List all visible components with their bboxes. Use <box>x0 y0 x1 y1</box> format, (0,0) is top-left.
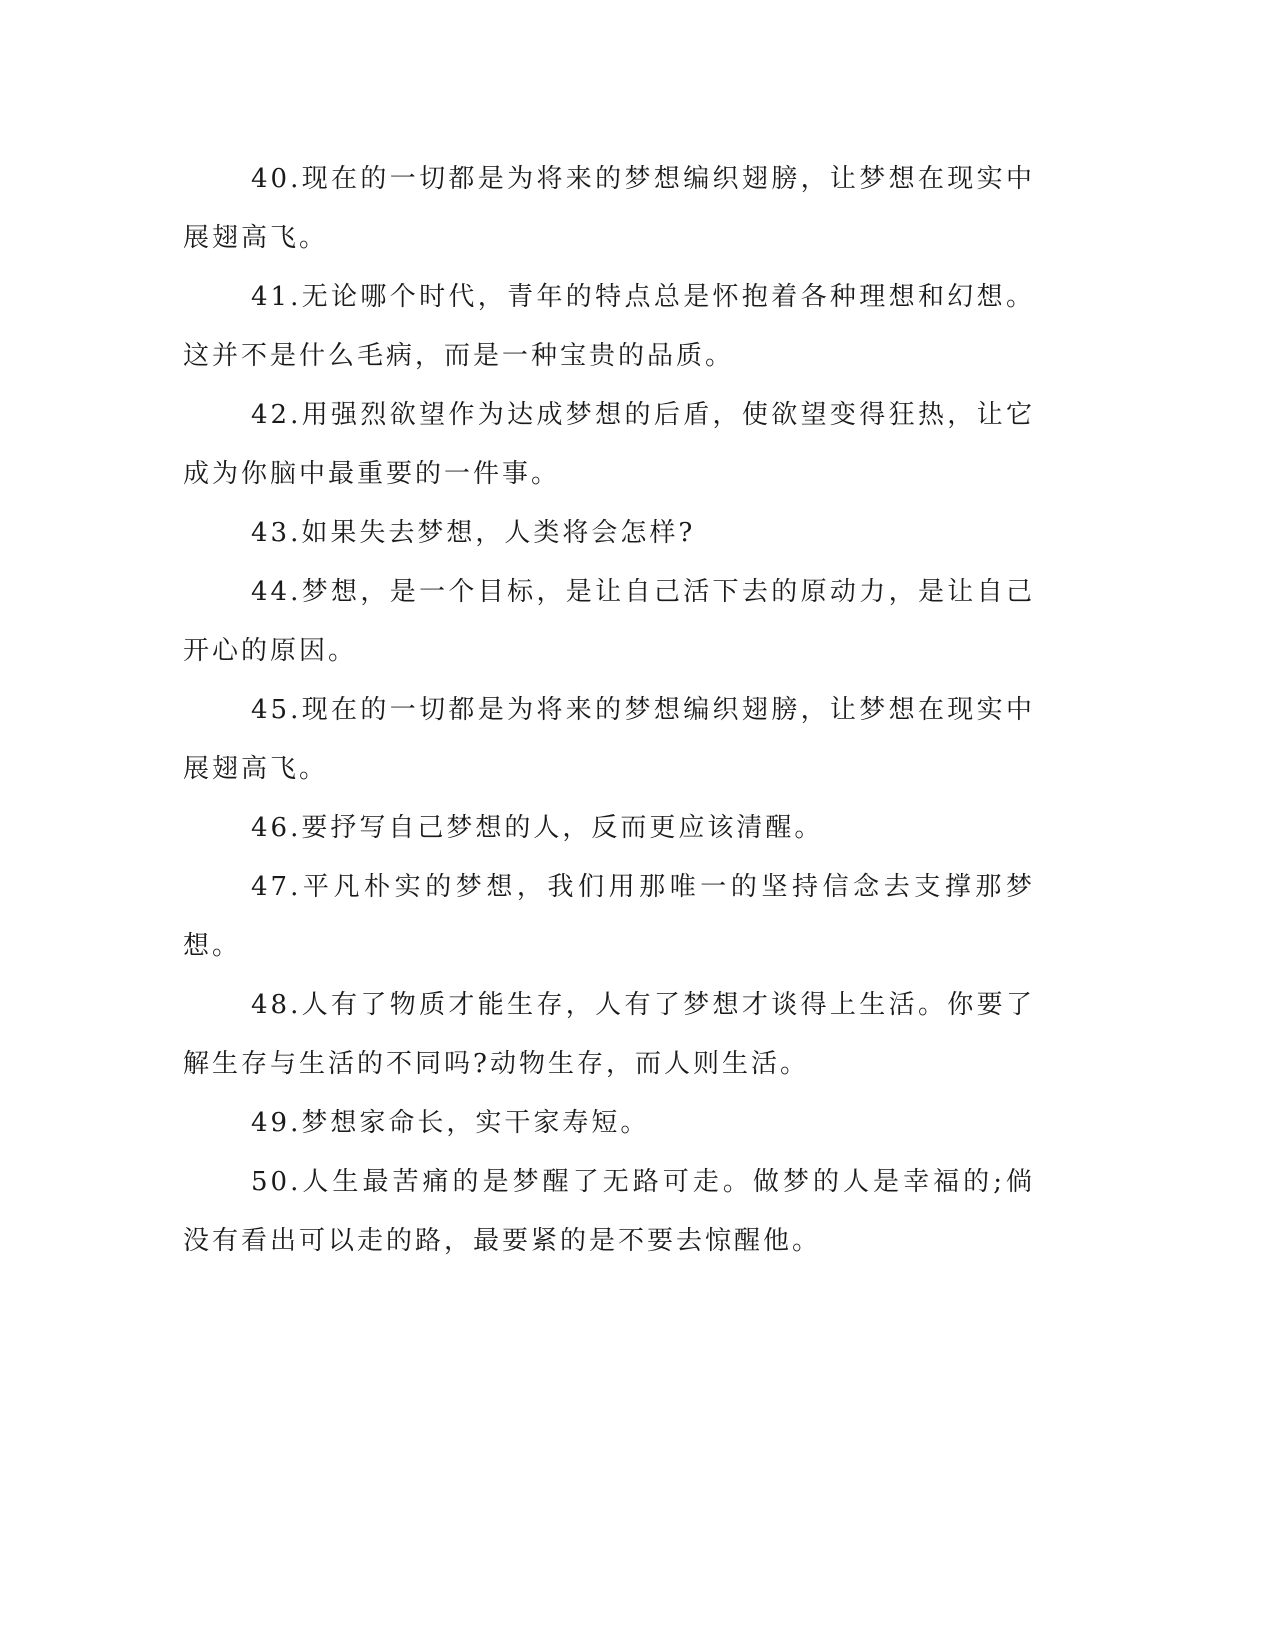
paragraph-45: 45.现在的一切都是为将来的梦想编织翅膀，让梦想在现实中展翅高飞。 <box>183 695 1035 784</box>
paragraph-40: 40.现在的一切都是为将来的梦想编织翅膀，让梦想在现实中展翅高飞。 <box>183 164 1035 253</box>
paragraph-44: 44.梦想，是一个目标，是让自己活下去的原动力，是让自己开心的原因。 <box>183 577 1035 666</box>
paragraph-41: 41.无论哪个时代，青年的特点总是怀抱着各种理想和幻想。这并不是什么毛病，而是一种宝贵的品质。 <box>183 282 1035 371</box>
paragraph-49: 49.梦想家命长，实干家寿短。 <box>251 1108 650 1138</box>
document-body <box>183 150 1035 1271</box>
paragraph-42: 42.用强烈欲望作为达成梦想的后盾，使欲望变得狂热，让它成为你脑中最重要的一件事。 <box>183 400 1035 489</box>
paragraph-48: 48.人有了物质才能生存，人有了梦想才谈得上生活。你要了解生存与生活的不同吗?动物生存，而人则生活。 <box>183 990 1035 1079</box>
paragraph-43: 43.如果失去梦想，人类将会怎样? <box>251 518 696 548</box>
paragraph-50: 50.人生最苦痛的是梦醒了无路可走。做梦的人是幸福的;倘没有看出可以走的路，最要紧的是不要去惊醒他。 <box>183 1167 1035 1256</box>
paragraph-46: 46.要抒写自己梦想的人，反而更应该清醒。 <box>251 813 824 843</box>
paragraph-47: 47.平凡朴实的梦想，我们用那唯一的坚持信念去支撑那梦想。 <box>183 872 1035 961</box>
